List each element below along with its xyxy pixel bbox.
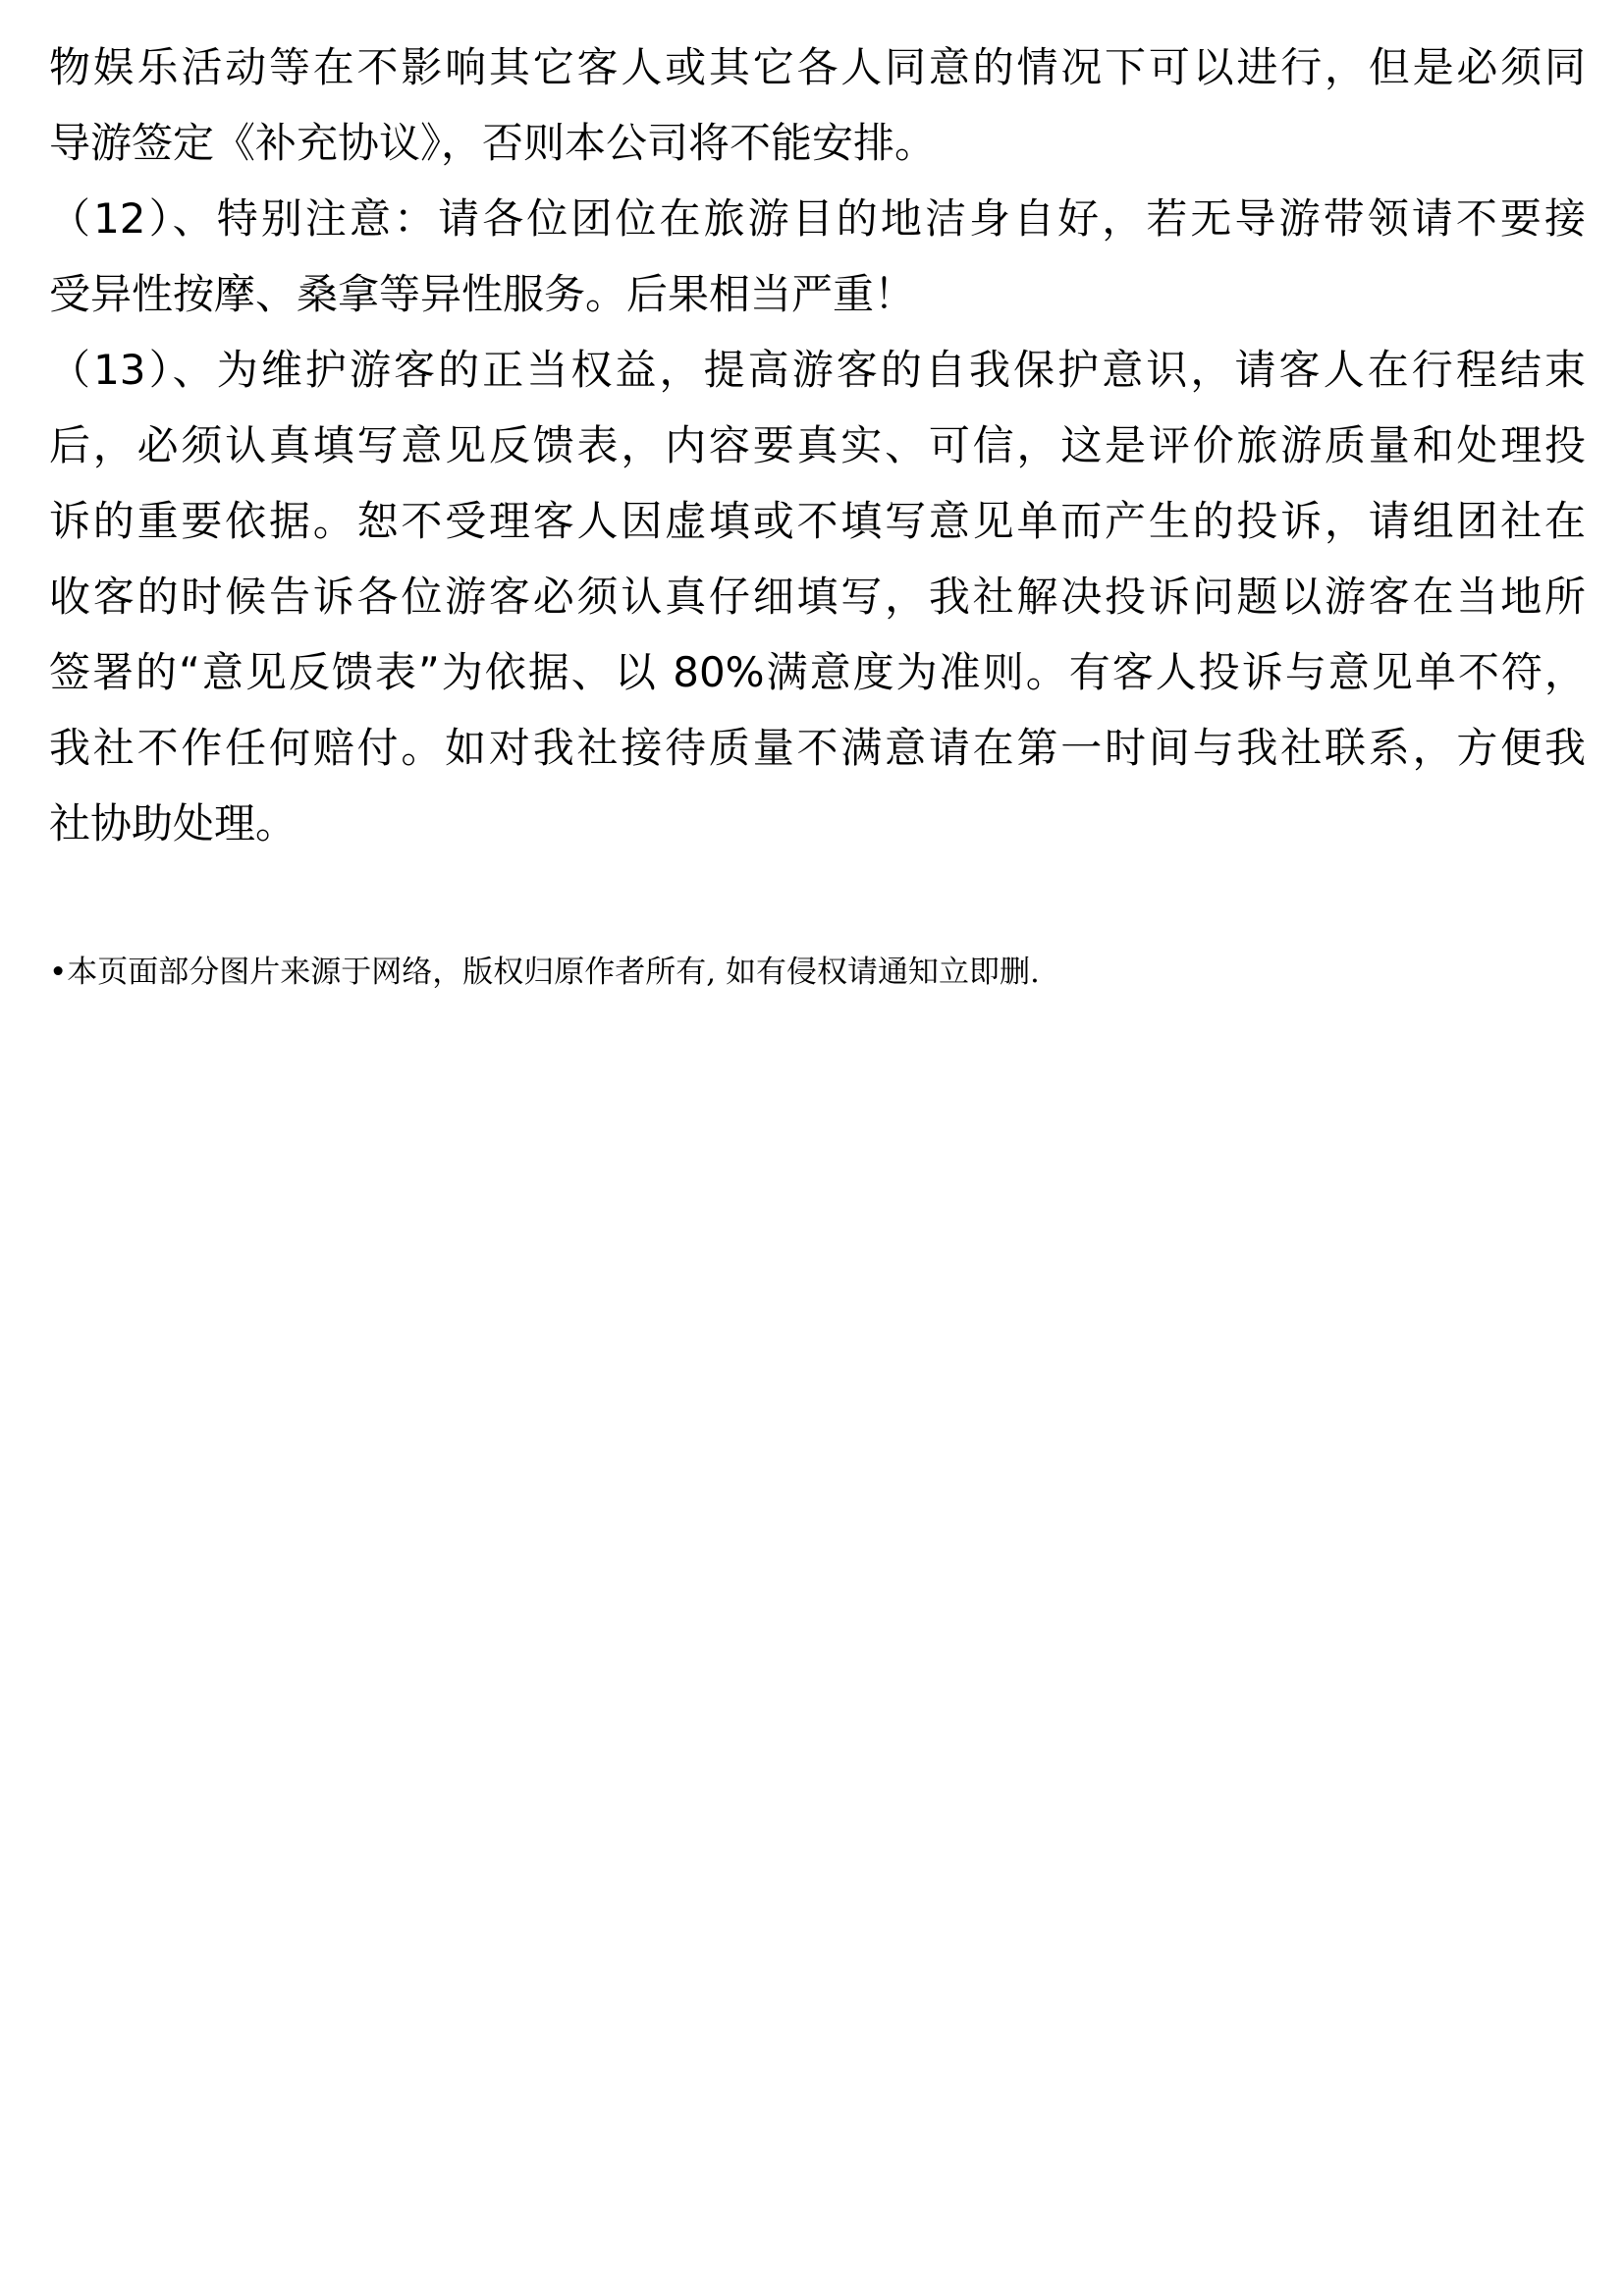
document-body bbox=[49, 29, 1586, 861]
paragraph-line-6: 后，必须认真填写意见反馈表，内容要真实、可信，这是评价旅游质量和处理投 bbox=[49, 421, 1586, 469]
paragraph-line-1: 物娱乐活动等在不影响其它客人或其它各人同意的情况下可以进行，但是必须同 bbox=[49, 43, 1586, 91]
paragraph-line-8: 收客的时候告诉各位游客必须认真仔细填写，我社解决投诉问题以游客在当地所 bbox=[49, 573, 1586, 621]
paragraph-line-10: 我社不作任何赔付。如对我社接待质量不满意请在第一时间与我社联系，方便我 bbox=[49, 724, 1586, 772]
paragraph-line-11: 社协助处理。 bbox=[49, 799, 298, 847]
copyright-note: •本页面部分图片来源于网络，版权归原作者所有, 如有侵权请通知立即删. bbox=[49, 955, 1040, 990]
paragraph-line-7: 诉的重要依据。恕不受理客人因虚填或不填写意见单而产生的投诉，请组团社在 bbox=[49, 497, 1586, 545]
paragraph-line-5: （13）、为维护游客的正当权益，提高游客的自我保护意识，请客人在行程结束 bbox=[49, 346, 1586, 394]
paragraph-line-4: 受异性按摩、桑拿等异性服务。后果相当严重！ bbox=[49, 270, 916, 318]
paragraph-line-9: 签署的“意见反馈表”为依据、以 80%满意度为准则。有客人投诉与意见单不符， bbox=[49, 648, 1586, 696]
paragraph-line-3: （12）、特别注意：请各位团位在旅游目的地洁身自好，若无导游带领请不要接 bbox=[49, 194, 1586, 243]
paragraph-line-2: 导游签定《补充协议》，否则本公司将不能安排。 bbox=[49, 119, 937, 167]
